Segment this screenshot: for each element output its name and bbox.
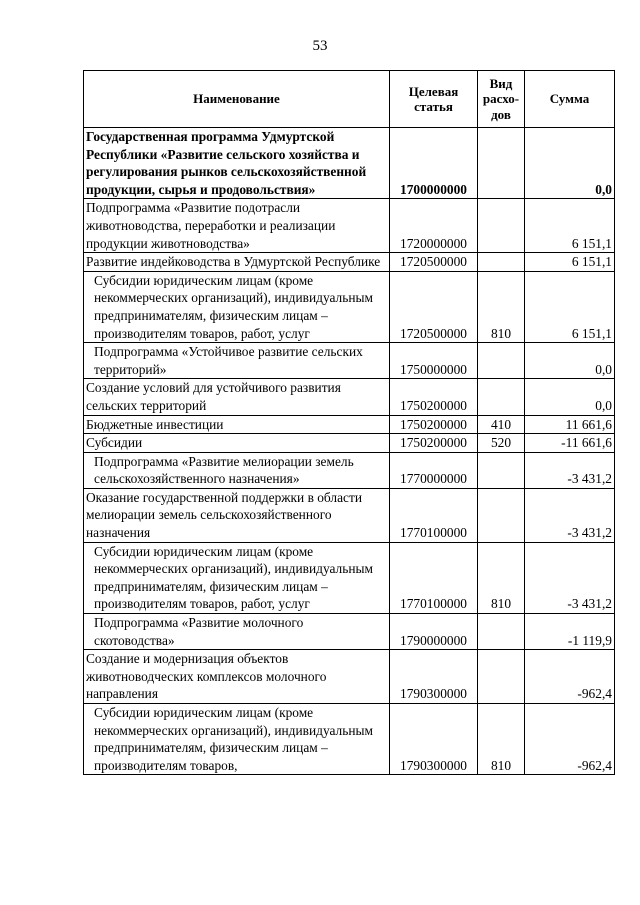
cell-expense-type xyxy=(478,199,525,253)
cell-target-article: 1770100000 xyxy=(390,542,478,613)
cell-sum: 0,0 xyxy=(525,343,615,379)
table-row xyxy=(84,614,615,650)
cell-target-article: 1750200000 xyxy=(390,379,478,415)
cell-name: Субсидии юридическим лицам (кроме некоммерческих организаций), индивидуальным предпринимателям, физическим лицам – производителям товаров, работ, услуг xyxy=(84,542,390,613)
cell-target-article: 1750200000 xyxy=(390,434,478,453)
cell-expense-type xyxy=(478,343,525,379)
cell-sum: -11 661,6 xyxy=(525,434,615,453)
header-exp-line2: расхо- xyxy=(482,91,520,107)
cell-target-article: 1750200000 xyxy=(390,415,478,434)
cell-target-article: 1770000000 xyxy=(390,452,478,488)
header-code-line2: статья xyxy=(414,99,453,114)
cell-target-article: 1720000000 xyxy=(390,199,478,253)
cell-name: Создание и модернизация объектов животноводческих комплексов молочного направления xyxy=(84,650,390,704)
cell-expense-type: 810 xyxy=(478,704,525,775)
cell-sum: -962,4 xyxy=(525,704,615,775)
table-body xyxy=(84,128,615,775)
cell-target-article: 1720500000 xyxy=(390,271,478,342)
header-code-line1: Целевая xyxy=(408,83,459,99)
table-row xyxy=(84,434,615,453)
header-name: Наименование xyxy=(84,71,390,128)
table-row xyxy=(84,542,615,613)
table-row xyxy=(84,650,615,704)
cell-sum: 6 151,1 xyxy=(525,253,615,272)
cell-sum: -1 119,9 xyxy=(525,614,615,650)
header-target-article xyxy=(390,71,478,128)
cell-target-article: 1790300000 xyxy=(390,650,478,704)
cell-sum: 0,0 xyxy=(525,379,615,415)
cell-expense-type: 810 xyxy=(478,271,525,342)
budget-table xyxy=(83,70,615,775)
table-row xyxy=(84,452,615,488)
table-header-row xyxy=(84,71,615,128)
table-row xyxy=(84,199,615,253)
cell-target-article: 1790300000 xyxy=(390,704,478,775)
cell-expense-type xyxy=(478,452,525,488)
cell-name: Государственная программа Удмуртской Республики «Развитие сельского хозяйства и регулирования рынков сельскохозяйственной продукции, сырья и продовольствия» xyxy=(84,128,390,199)
cell-target-article: 1770100000 xyxy=(390,488,478,542)
cell-name: Подпрограмма «Развитие мелиорации земель сельскохозяйственного назначения» xyxy=(84,452,390,488)
header-exp-line1: Вид xyxy=(489,75,513,91)
cell-name: Субсидии юридическим лицам (кроме некоммерческих организаций), индивидуальным предпринимателям, физическим лицам – производителям товаров, xyxy=(84,704,390,775)
cell-sum: 11 661,6 xyxy=(525,415,615,434)
cell-name: Бюджетные инвестиции xyxy=(84,415,390,434)
cell-name: Подпрограмма «Устойчивое развитие сельских территорий» xyxy=(84,343,390,379)
cell-name: Субсидии xyxy=(84,434,390,453)
cell-expense-type xyxy=(478,488,525,542)
cell-target-article: 1720500000 xyxy=(390,253,478,272)
cell-expense-type xyxy=(478,614,525,650)
table-row xyxy=(84,488,615,542)
cell-expense-type xyxy=(478,128,525,199)
header-expense-type xyxy=(478,71,525,128)
table-row xyxy=(84,415,615,434)
cell-name: Развитие индейководства в Удмуртской Республике xyxy=(84,253,390,272)
header-sum: Сумма xyxy=(525,71,615,128)
cell-expense-type xyxy=(478,650,525,704)
cell-sum: -3 431,2 xyxy=(525,542,615,613)
table-row xyxy=(84,704,615,775)
cell-expense-type xyxy=(478,379,525,415)
cell-sum: 0,0 xyxy=(525,128,615,199)
cell-name: Создание условий для устойчивого развития сельских территорий xyxy=(84,379,390,415)
cell-sum: 6 151,1 xyxy=(525,271,615,342)
cell-sum: -962,4 xyxy=(525,650,615,704)
table-row xyxy=(84,128,615,199)
table-row xyxy=(84,271,615,342)
cell-expense-type: 410 xyxy=(478,415,525,434)
header-exp-line3: дов xyxy=(491,106,511,122)
cell-expense-type: 520 xyxy=(478,434,525,453)
cell-name: Подпрограмма «Развитие подотрасли животноводства, переработки и реализации продукции животноводства» xyxy=(84,199,390,253)
cell-sum: 6 151,1 xyxy=(525,199,615,253)
cell-sum: -3 431,2 xyxy=(525,452,615,488)
cell-target-article: 1700000000 xyxy=(390,128,478,199)
table-row xyxy=(84,253,615,272)
cell-name: Субсидии юридическим лицам (кроме некоммерческих организаций), индивидуальным предпринимателям, физическим лицам – производителям товаров, работ, услуг xyxy=(84,271,390,342)
cell-expense-type xyxy=(478,253,525,272)
page-number: 53 xyxy=(312,38,328,54)
cell-name: Оказание государственной поддержки в области мелиорации земель сельскохозяйственного назначения xyxy=(84,488,390,542)
cell-sum: -3 431,2 xyxy=(525,488,615,542)
cell-name: Подпрограмма «Развитие молочного скотоводства» xyxy=(84,614,390,650)
cell-expense-type: 810 xyxy=(478,542,525,613)
cell-target-article: 1750000000 xyxy=(390,343,478,379)
table-row xyxy=(84,343,615,379)
cell-target-article: 1790000000 xyxy=(390,614,478,650)
table-row xyxy=(84,379,615,415)
